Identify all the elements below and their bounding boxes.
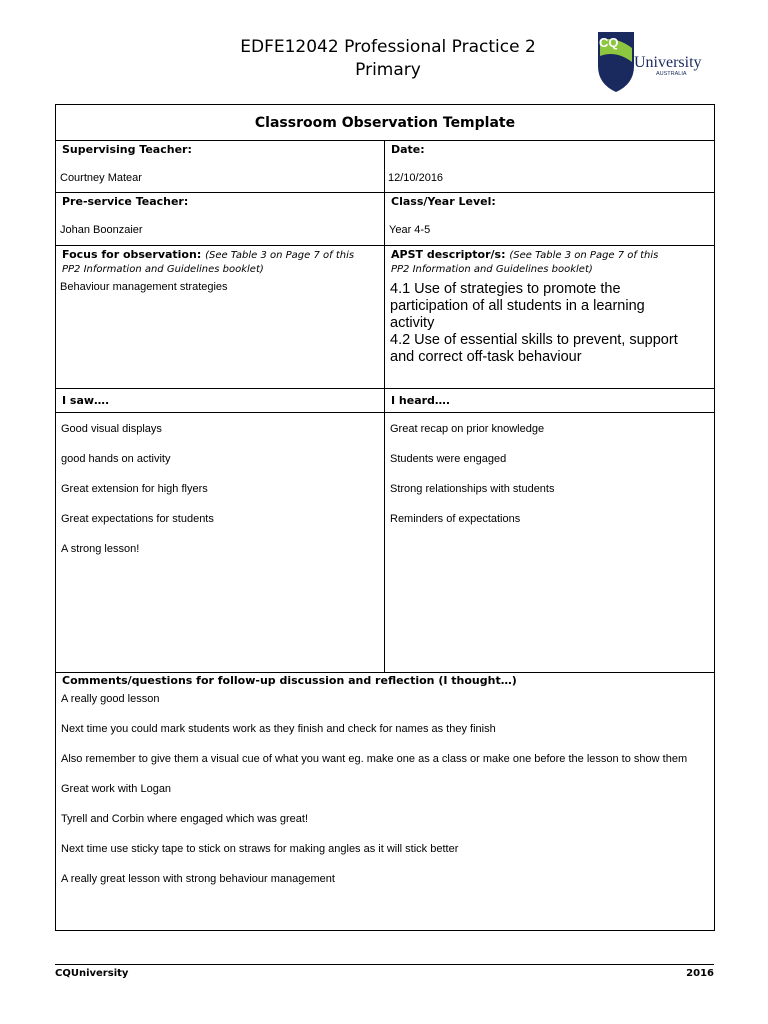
- comment-item: Next time use sticky tape to stick on straws for making angles as it will stick better: [61, 843, 459, 855]
- list-item: A strong lesson!: [61, 543, 140, 555]
- comment-item: Next time you could mark students work as they finish and check for names as they finish: [61, 723, 496, 735]
- list-item: Great recap on prior knowledge: [390, 423, 545, 435]
- comments-label: Comments/questions for follow-up discussion and reflection (I thought…): [62, 674, 517, 687]
- class-level-value: Year 4-5: [389, 224, 431, 236]
- form-title: Classroom Observation Template: [254, 114, 516, 131]
- logo-australia-text: AUSTRALIA: [656, 71, 687, 77]
- preservice-teacher-cell: [56, 193, 385, 246]
- apst-cell: [385, 246, 715, 389]
- comment-item: A really good lesson: [61, 693, 160, 705]
- i-heard-cell: [385, 413, 715, 673]
- focus-note-a: (See Table 3 on Page 7 of this: [205, 250, 355, 261]
- comments-list: [56, 688, 714, 887]
- comments-cell: [56, 673, 715, 931]
- focus-cell: [56, 246, 385, 389]
- preservice-teacher-value: Johan Boonzaier: [60, 224, 143, 236]
- footer-right: 2016: [686, 968, 714, 979]
- logo-cq-text: CQ: [599, 35, 619, 50]
- apst-descriptors: [385, 281, 714, 366]
- focus-header: [56, 248, 384, 263]
- i-heard-header-cell: [385, 389, 715, 413]
- list-item: Good visual displays: [61, 423, 162, 435]
- class-level-cell: [385, 193, 715, 246]
- comment-item: Tyrell and Corbin where engaged which was great!: [61, 813, 309, 825]
- date-cell: [385, 141, 715, 193]
- focus-value: Behaviour management strategies: [60, 281, 228, 293]
- apst-line: 4.2 Use of essential skills to prevent, support: [390, 332, 678, 348]
- footer-left: CQUniversity: [55, 968, 129, 979]
- list-item: Strong relationships with students: [390, 483, 555, 495]
- logo-university-text: University: [634, 54, 702, 71]
- list-item: Great expectations for students: [61, 513, 214, 525]
- date-value: 12/10/2016: [388, 172, 444, 184]
- apst-line: and correct off-task behaviour: [390, 349, 582, 365]
- document-title: [200, 36, 576, 82]
- focus-label: Focus for observation:: [62, 248, 202, 261]
- preservice-teacher-label: Pre-service Teacher:: [62, 195, 189, 208]
- i-saw-cell: [56, 413, 385, 673]
- form-title-cell: [56, 105, 715, 141]
- apst-line: participation of all students in a learning: [390, 298, 645, 314]
- apst-line: activity: [390, 315, 435, 331]
- apst-note-a: (See Table 3 on Page 7 of this: [509, 250, 659, 261]
- list-item: good hands on activity: [61, 453, 171, 465]
- apst-label: APST descriptor/s:: [391, 248, 506, 261]
- comment-item: A really great lesson with strong behaviour management: [61, 873, 335, 885]
- title-line-2: Primary: [355, 60, 421, 80]
- date-label: Date:: [391, 143, 425, 156]
- title-line-1: EDFE12042 Professional Practice 2: [240, 37, 536, 57]
- i-heard-label: I heard….: [391, 393, 451, 407]
- comment-item: Also remember to give them a visual cue of what you want eg. make one as a class or make one before the lesson to show them: [61, 753, 688, 765]
- apst-header: [385, 248, 714, 263]
- i-heard-list: [385, 413, 714, 526]
- list-item: Great extension for high flyers: [61, 483, 208, 495]
- supervising-teacher-cell: [56, 141, 385, 193]
- list-item: Students were engaged: [390, 453, 507, 465]
- apst-note-b: PP2 Information and Guidelines booklet): [391, 264, 593, 275]
- cquniversity-logo: [594, 26, 714, 94]
- observation-form: [55, 104, 715, 931]
- footer-divider: [55, 964, 714, 965]
- supervising-teacher-value: Courtney Matear: [60, 172, 142, 184]
- comment-item: Great work with Logan: [61, 783, 172, 795]
- apst-line: 4.1 Use of strategies to promote the: [390, 281, 621, 297]
- i-saw-header-cell: [56, 389, 385, 413]
- i-saw-list: [56, 413, 384, 556]
- class-level-label: Class/Year Level:: [391, 195, 496, 208]
- supervising-teacher-label: Supervising Teacher:: [62, 143, 192, 156]
- i-saw-label: I saw….: [62, 393, 110, 407]
- list-item: Reminders of expectations: [390, 513, 521, 525]
- focus-note-b: PP2 Information and Guidelines booklet): [62, 264, 264, 275]
